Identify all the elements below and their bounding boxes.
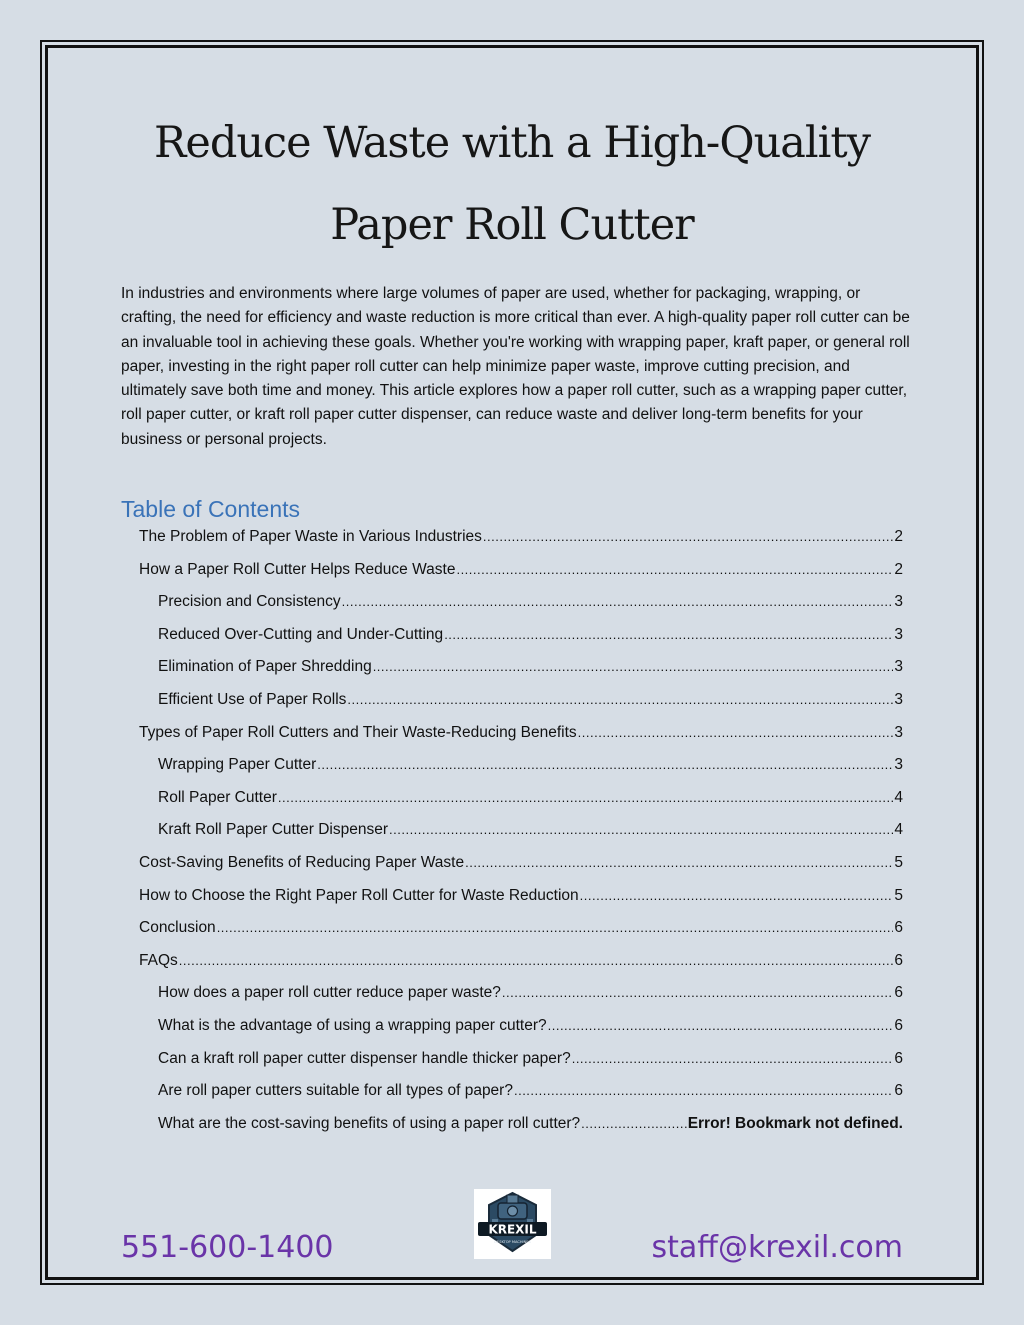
toc-dot-leader — [465, 855, 893, 870]
toc-entry[interactable] — [139, 887, 903, 915]
toc-entry[interactable] — [158, 1050, 903, 1078]
toc-entry[interactable] — [158, 1115, 903, 1143]
toc-entry-page: 3 — [894, 625, 903, 643]
toc-entry-label: Kraft Roll Paper Cutter Dispenser — [158, 821, 389, 839]
toc-dot-leader — [217, 920, 894, 935]
toc-entry[interactable] — [158, 789, 903, 817]
toc-entry[interactable] — [158, 1017, 903, 1045]
toc-entry[interactable] — [158, 626, 903, 654]
toc-entry-page: 6 — [894, 1049, 903, 1067]
toc-entry-page: 4 — [894, 821, 903, 839]
toc-entry[interactable] — [139, 854, 903, 882]
intro-paragraph: In industries and environments where large volumes of paper are used, whether for packaging, wrapping, or crafting, the need for efficiency and waste reduction is more critical than ever. A high-quality paper roll cutter can be an invaluable tool in achieving these goals. Whether you're working with wrapping paper, kraft paper, or general roll paper, investing in the right paper roll cutter can help minimize paper waste, improve cutting precision, and ultimately save both time and money. This article explores how a paper roll cutter, such as a wrapping paper cutter, roll paper cutter, or kraft roll paper cutter dispenser, can reduce waste and deliver long-term benefits for your business or personal projects. — [121, 285, 910, 448]
toc-entry-page: 3 — [894, 691, 903, 708]
toc-dot-leader — [444, 627, 893, 642]
toc-dot-leader — [502, 985, 893, 1000]
toc-dot-leader — [572, 1051, 894, 1066]
toc-entry-label: Can a kraft roll paper cutter dispenser handle thicker paper? — [158, 1049, 571, 1067]
toc-dot-leader — [373, 659, 894, 674]
toc-dot-leader — [548, 1018, 894, 1033]
toc-entry[interactable] — [139, 952, 903, 980]
toc-entry[interactable] — [158, 1082, 903, 1110]
toc-entry-label: Conclusion — [139, 919, 216, 937]
toc-heading: Table of Contents — [121, 496, 301, 522]
toc-entry-page: 6 — [894, 1017, 903, 1034]
toc-dot-leader — [456, 562, 893, 577]
toc-entry[interactable] — [158, 658, 903, 686]
logo-subtext: DESKTOP MACHINES — [494, 1240, 531, 1244]
toc-entry-page: 6 — [894, 919, 903, 937]
krexil-logo — [474, 1189, 551, 1259]
toc-entry[interactable] — [158, 756, 903, 784]
toc-entry-label: What is the advantage of using a wrapping paper cutter? — [158, 1017, 547, 1034]
toc-dot-leader — [317, 757, 893, 772]
toc-dot-leader — [581, 1116, 687, 1131]
toc-entry[interactable] — [139, 919, 903, 947]
toc-entry-page: 4 — [894, 788, 903, 806]
toc-entry[interactable] — [139, 528, 903, 556]
toc-dot-leader — [347, 692, 893, 707]
toc-entry-page: 2 — [894, 528, 903, 545]
toc-entry-label: Are roll paper cutters suitable for all types of paper? — [158, 1082, 513, 1100]
toc-dot-leader — [578, 725, 894, 740]
toc-entry-page: 5 — [894, 854, 903, 871]
toc-dot-leader — [580, 888, 894, 903]
toc-entry-label: Cost-Saving Benefits of Reducing Paper Waste — [139, 854, 465, 871]
logo-wordmark: KREXIL — [488, 1222, 537, 1237]
toc-entry[interactable] — [158, 691, 903, 719]
toc-dot-leader — [514, 1083, 893, 1098]
toc-entry[interactable] — [158, 821, 903, 849]
toc-entry-label: How to Choose the Right Paper Roll Cutter for Waste Reduction — [139, 886, 579, 904]
toc-entry-page: 5 — [894, 886, 903, 904]
toc-entry-page: 6 — [894, 984, 903, 1002]
toc-entry-label: Efficient Use of Paper Rolls — [158, 691, 347, 708]
toc-entry-label: FAQs — [139, 951, 178, 969]
toc-entry-label: Reduced Over-Cutting and Under-Cutting — [158, 625, 444, 643]
toc-dot-leader — [179, 953, 894, 968]
toc-entry-page: 2 — [894, 560, 903, 578]
toc-dot-leader — [342, 594, 894, 609]
footer-phone[interactable]: 551-600-1400 — [121, 1230, 334, 1265]
toc-entry-label: How a Paper Roll Cutter Helps Reduce Waste — [139, 560, 456, 578]
toc-entry-label: What are the cost-saving benefits of using a paper roll cutter? — [158, 1114, 581, 1132]
toc-entry-page: 3 — [894, 756, 903, 774]
toc-entry-label: Precision and Consistency — [158, 593, 341, 611]
toc-entry-label: Roll Paper Cutter — [158, 788, 277, 806]
toc-dot-leader — [483, 529, 893, 544]
toc-entry-label: How does a paper roll cutter reduce paper waste? — [158, 984, 501, 1002]
toc-entry[interactable] — [158, 984, 903, 1012]
footer-email[interactable]: staff@krexil.com — [651, 1230, 903, 1265]
toc-entry-page: 6 — [894, 951, 903, 969]
toc-entry[interactable] — [139, 561, 903, 589]
toc-entry-page: 3 — [894, 658, 903, 676]
toc-entry-page: Error! Bookmark not defined. — [687, 1114, 903, 1132]
toc-entry[interactable] — [139, 724, 903, 752]
toc-entry-label: Types of Paper Roll Cutters and Their Waste-Reducing Benefits — [139, 723, 577, 741]
toc-entry[interactable] — [158, 593, 903, 621]
toc-entry-label: The Problem of Paper Waste in Various Industries — [139, 528, 482, 545]
title-line-2: Paper Roll Cutter — [330, 200, 694, 250]
title-line-1: Reduce Waste with a High-Quality — [154, 118, 870, 168]
toc-entry-page: 6 — [894, 1082, 903, 1100]
toc-entry-label: Elimination of Paper Shredding — [158, 658, 372, 676]
toc-entry-page: 3 — [894, 593, 903, 611]
toc-entry-page: 3 — [894, 723, 903, 741]
toc-entry-label: Wrapping Paper Cutter — [158, 756, 317, 774]
toc-dot-leader — [389, 822, 893, 837]
toc-dot-leader — [278, 790, 893, 805]
